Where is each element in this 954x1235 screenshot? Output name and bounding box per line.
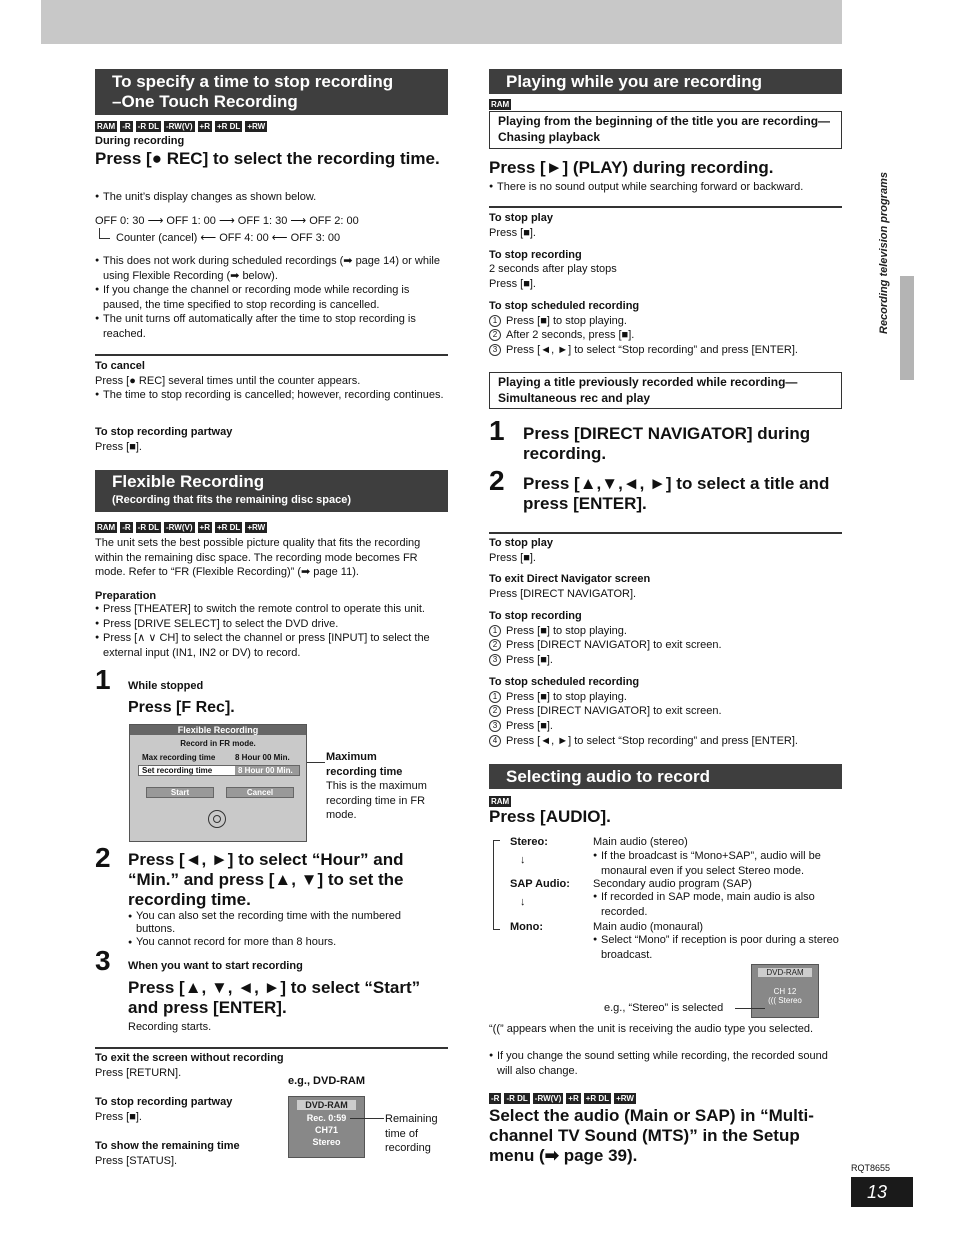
remaining-callout: Remaining time of recording <box>385 1113 438 1154</box>
disc-tags <box>95 121 267 132</box>
chasing-playback-box: Playing from the beginning of the title you are recording—Chasing playback <box>489 111 842 149</box>
tag: +R <box>199 523 210 532</box>
stop-partway-text: Press [■]. <box>95 1111 142 1123</box>
tag: +R <box>568 1094 579 1103</box>
step-number: 3 <box>95 945 111 976</box>
eg-stereo-selected: e.g., “Stereo” is selected <box>604 1002 724 1014</box>
disc-tags <box>95 522 267 533</box>
exit-navigator-text: Press [DIRECT NAVIGATOR]. <box>489 588 637 600</box>
press-frec-instruction: Press [F Rec]. <box>128 699 235 716</box>
select-audio-setup-instruction: Select the audio (Main or SAP) in “Multi-channel TV Sound (MTS)” in the Setup menu (➡ page 39). <box>489 1106 814 1165</box>
exit-text: Press [RETURN]. <box>95 1067 182 1079</box>
tag: +RW <box>616 1094 634 1103</box>
remaining-heading: To show the remaining time <box>95 1140 240 1152</box>
audio-cycle-line <box>493 840 500 930</box>
display-audio: ((( Stereo <box>768 996 802 1005</box>
stop-play-text: Press [■]. <box>489 227 536 239</box>
display-label: DVD-RAM <box>297 1100 356 1110</box>
otr-note: ● The unit’s display changes as shown below. <box>95 190 445 205</box>
osd-set-value[interactable]: 8 Hour 00 Min. <box>235 766 299 775</box>
tag: RAM <box>491 797 510 806</box>
side-label: Recording television programs <box>878 172 890 334</box>
tag: -R DL <box>506 1094 528 1103</box>
page-number: 13 <box>851 1177 913 1207</box>
stop-recording-text-1: 2 seconds after play stops <box>489 263 617 275</box>
preparation-heading: Preparation <box>95 590 157 602</box>
step-number: 2 <box>95 842 111 873</box>
remaining-text: Press [STATUS]. <box>95 1155 178 1167</box>
set-time-instruction: Press [◄, ►] to select “Hour” and “Min.” and press [▲, ▼] to set the recording time. <box>128 850 404 909</box>
numbered-step: 1 Press [■] to stop playing. <box>489 314 627 329</box>
press-play-instruction: Press [►] (PLAY) during recording. <box>489 158 774 177</box>
osd-max-value: 8 Hour 00 Min. <box>235 753 290 762</box>
sap-text: Secondary audio program (SAP) <box>593 878 752 890</box>
osd-title: Flexible Recording <box>130 725 306 735</box>
otr-bullets: ● This does not work during scheduled recordings (➡ page 14) or while using Flexible Recording (➡ below). ● If you change the channel or recording mode while recording is paused, the time specified to stop recording is cancelled. ● The unit turns off automatically after the time to stop recording is reached. <box>95 254 445 341</box>
stereo-note: ● If the broadcast is “Mono+SAP”, audio will be monaural even if you select Stereo mode. <box>593 849 843 878</box>
divider <box>95 1047 448 1049</box>
play-note: ● There is no sound output while searching forward or backward. <box>489 180 839 195</box>
display-channel: CH 12 <box>773 987 797 996</box>
cycle-line-1: OFF 0: 30 ⟶ OFF 1: 00 ⟶ OFF 1: 30 ⟶ OFF 2: 00 <box>95 215 359 227</box>
display-audio: Stereo <box>312 1137 341 1147</box>
step-condition: While stopped <box>128 680 204 692</box>
cancel-heading: To cancel <box>95 360 145 372</box>
simultaneous-box: Playing a title previously recorded while recording—Simultaneous rec and play <box>489 372 842 409</box>
tag: +R DL <box>216 122 241 131</box>
step-number: 1 <box>489 415 505 446</box>
numbered-step: 3 Press [■]. <box>489 653 553 668</box>
ram-tag <box>489 99 511 110</box>
callout-line <box>307 762 325 763</box>
header-bar <box>41 0 842 44</box>
tag: +R DL <box>216 523 241 532</box>
tag: +R DL <box>585 1094 610 1103</box>
numbered-step: 2 After 2 seconds, press [■]. <box>489 328 634 343</box>
eg-dvd-ram: e.g., DVD-RAM <box>288 1075 365 1087</box>
select-title-instruction: Press [▲,▼,◄, ►] to select a title and press [ENTER]. <box>523 474 830 513</box>
step2-notes: ● You can also set the recording time with the numbered buttons. ● You cannot record for more than 8 hours. <box>128 910 438 949</box>
step-number: 1 <box>95 664 111 695</box>
max-time-callout-heading: Maximum recording time <box>326 751 403 778</box>
press-rec-instruction: Press [● REC] to select the recording time. <box>95 149 440 168</box>
tag: +RW <box>247 122 266 131</box>
audio-receive-note: “((” appears when the unit is receiving the audio type you selected. <box>489 1023 814 1035</box>
divider <box>489 532 842 534</box>
remaining-time-display <box>288 1096 365 1158</box>
stop-scheduled-heading: To stop scheduled recording <box>489 676 640 688</box>
down-arrow-icon: ↓ <box>520 896 526 908</box>
numbered-step: 3 Press [■]. <box>489 719 553 734</box>
stop-play-heading: To stop play <box>489 537 553 549</box>
exit-navigator-heading: To exit Direct Navigator screen <box>489 573 651 585</box>
audio-display <box>751 964 819 1018</box>
osd-start-button[interactable]: Start <box>146 787 214 798</box>
stop-play-text: Press [■]. <box>489 552 536 564</box>
display-channel: CH71 <box>314 1125 338 1135</box>
during-label: During recording <box>95 135 185 147</box>
direct-navigator-instruction: Press [DIRECT NAVIGATOR] during recording. <box>523 424 811 463</box>
sap-label: SAP Audio: <box>510 878 570 890</box>
tag: -R <box>122 523 131 532</box>
stop-partway-heading: To stop recording partway <box>95 426 233 438</box>
divider <box>95 354 448 356</box>
tag: -R <box>491 1094 500 1103</box>
stop-recording-heading: To stop recording <box>489 610 582 622</box>
remote-dial-icon <box>208 810 226 828</box>
tag: RAM <box>491 100 510 109</box>
mono-note: ● Select “Mono” if reception is poor during a stereo broadcast. <box>593 933 843 962</box>
section-header-one-touch: To specify a time to stop recording –One Touch Recording <box>95 69 448 115</box>
step-number: 2 <box>489 465 505 496</box>
max-time-callout-text: This is the maximum recording time in FR mode. <box>326 780 427 821</box>
mono-label: Mono: <box>510 921 543 933</box>
cancel-text: Press [● REC] several times until the counter appears. <box>95 375 361 387</box>
select-start-instruction: Press [▲, ▼, ◄, ►] to select “Start” and press [ENTER]. <box>128 978 421 1017</box>
stop-scheduled-heading: To stop scheduled recording <box>489 300 640 312</box>
tag: -RW(V) <box>534 1094 562 1103</box>
flex-intro: The unit sets the best possible picture quality that fits the recording within the remaining disc space. The recording mode becomes FR mode. Refer to “FR (Flexible Recording)” (➡ page 11). <box>95 537 421 578</box>
exit-heading: To exit the screen without recording <box>95 1052 284 1064</box>
tag: RAM <box>97 523 116 532</box>
divider <box>489 206 842 208</box>
stop-partway-heading: To stop recording partway <box>95 1096 233 1108</box>
display-rec-time: Rec. 0:59 <box>306 1113 347 1123</box>
ram-tag <box>489 796 511 807</box>
down-arrow-icon: ↓ <box>520 854 526 866</box>
audio-change-note: ● If you change the sound setting while recording, the recorded sound will also change. <box>489 1049 839 1078</box>
stereo-text: Main audio (stereo) <box>593 836 688 848</box>
tag: -RW(V) <box>166 523 193 532</box>
callout-line <box>735 1008 765 1009</box>
tag: RAM <box>97 122 116 131</box>
cycle-line-2: Counter (cancel) ⟵ OFF 4: 00 ⟵ OFF 3: 00 <box>116 232 341 244</box>
section-header-flexible: Flexible Recording (Recording that fits the remaining disc space) <box>95 470 448 512</box>
flexible-recording-osd <box>129 724 307 842</box>
osd-mode: Record in FR mode. <box>180 739 256 748</box>
tag: +RW <box>247 523 266 532</box>
doc-code: RQT8655 <box>851 1163 891 1173</box>
osd-max-label: Max recording time <box>142 753 216 762</box>
sap-note: ● If recorded in SAP mode, main audio is also recorded. <box>593 890 843 919</box>
numbered-step: 2 Press [DIRECT NAVIGATOR] to exit screen. <box>489 638 722 653</box>
tag: -RW(V) <box>166 122 193 131</box>
stop-partway-text: Press [■]. <box>95 441 142 453</box>
preparation-list: ● Press [THEATER] to switch the remote control to operate this unit. ● Press [DRIVE SELECT] to select the DVD drive. ● Press [∧ ∨ CH] to select the channel or press [INPUT] to select the external input (IN1, IN2 or DV) to record. <box>95 602 447 660</box>
display-label: DVD-RAM <box>758 968 812 977</box>
numbered-step: 3 Press [◄, ►] to select “Stop recording” and press [ENTER]. <box>489 343 798 358</box>
tag: -R DL <box>137 122 159 131</box>
numbered-step: 1 Press [■] to stop playing. <box>489 690 627 705</box>
stereo-label: Stereo: <box>510 836 548 848</box>
numbered-step: 4 Press [◄, ►] to select “Stop recording” and press [ENTER]. <box>489 734 798 749</box>
cycle-return-arrow-icon <box>99 228 110 239</box>
tag: -R DL <box>137 523 159 532</box>
cancel-note: ● The time to stop recording is cancelled; however, recording continues. <box>95 388 445 403</box>
mono-text: Main audio (monaural) <box>593 921 704 933</box>
callout-line <box>350 1118 384 1119</box>
osd-set-label: Set recording time <box>142 766 213 775</box>
stop-recording-text-2: Press [■]. <box>489 278 536 290</box>
tag: +R <box>199 122 210 131</box>
press-audio-instruction: Press [AUDIO]. <box>489 807 611 826</box>
stop-recording-heading: To stop recording <box>489 249 582 261</box>
section-header-playing: Playing while you are recording <box>489 69 842 94</box>
disc-tags <box>489 1093 636 1104</box>
chapter-tab <box>900 276 914 380</box>
stop-play-heading: To stop play <box>489 212 553 224</box>
numbered-step: 2 Press [DIRECT NAVIGATOR] to exit screen. <box>489 704 722 719</box>
recording-starts-note: Recording starts. <box>128 1021 212 1033</box>
osd-cancel-button[interactable]: Cancel <box>226 787 294 798</box>
numbered-step: 1 Press [■] to stop playing. <box>489 624 627 639</box>
step-condition: When you want to start recording <box>128 960 303 972</box>
section-header-audio: Selecting audio to record <box>489 764 842 789</box>
tag: -R <box>122 122 131 131</box>
